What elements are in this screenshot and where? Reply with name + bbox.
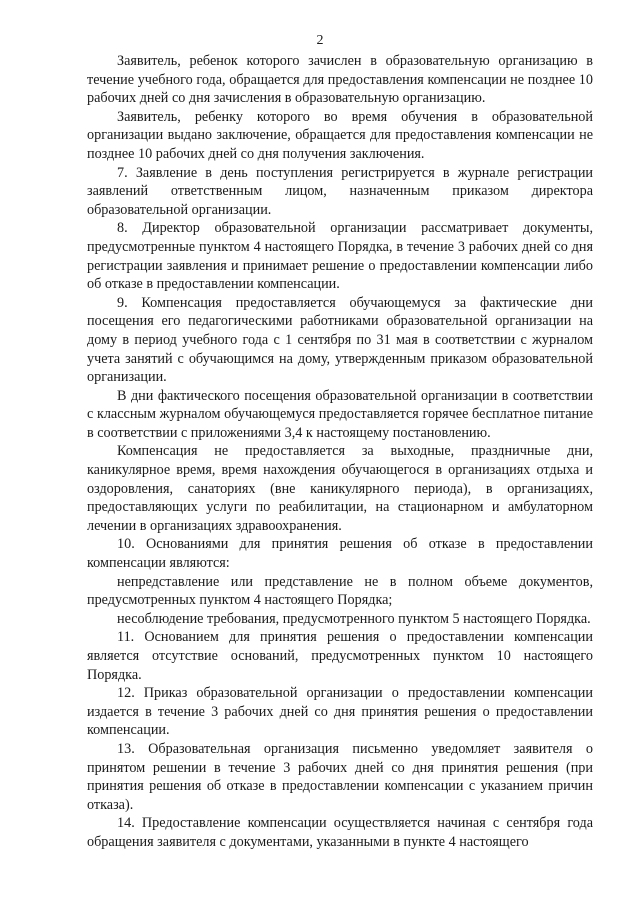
paragraph: 14. Предоставление компенсации осуществляется начиная с сентября года обращения заявителя с документами, указанными в пункте 4 настоящего xyxy=(87,815,593,850)
document-body xyxy=(87,52,593,852)
paragraph: 7. Заявление в день поступления регистрируется в журнале регистрации заявлений ответственным лицом, назначенным приказом директора образовательной организации. xyxy=(87,164,593,218)
paragraph: 8. Директор образовательной организации рассматривает документы, предусмотренные пунктом 4 настоящего Порядка, в течение 3 рабочих дней со дня регистрации заявления и принимает решение о предоставлении компенсации либо об отказе в предоставлении компенсации. xyxy=(87,220,593,293)
paragraph: 13. Образовательная организация письменно уведомляет заявителя о принятом решении в течение 3 рабочих дней со дня принятия решения (при принятия решения об отказе в предоставлении компенсации с указанием причин отказа). xyxy=(87,740,593,813)
paragraph: несоблюдение требования, предусмотренного пунктом 5 настоящего Порядка. xyxy=(117,610,591,627)
paragraph: 12. Приказ образовательной организации о предоставлении компенсации издается в течение 3 рабочих дней со дня принятия решения о предоставлении компенсации. xyxy=(87,685,593,739)
paragraph: 9. Компенсация предоставляется обучающемуся за фактические дни посещения его педагогическими работниками образовательной организации на дому в период учебного года с 1 сентября по 31 мая в соответствии с журналом учета занятий с обучающимся на дому, утвержденным приказом образовательной организации. xyxy=(87,294,593,386)
paragraph: Компенсация не предоставляется за выходные, праздничные дни, каникулярное время, время нахождения обучающегося в организациях отдыха и оздоровления, санаториях (вне каникулярного периода), в организациях, предоставляющих услуги по реабилитации, на стационарном и амбулаторном лечении в организациях здравоохранения. xyxy=(87,443,593,534)
paragraph: Заявитель, ребенку которого во время обучения в образовательной организации выдано заключение, обращается для предоставления компенсации не позднее 10 рабочих дней со дня получения заключения. xyxy=(87,108,593,162)
paragraph: непредставление или представление не в полном объеме документов, предусмотренных пунктом 4 настоящего Порядка; xyxy=(87,573,593,609)
paragraph: 11. Основанием для принятия решения о предоставлении компенсации является отсутствие оснований, предусмотренных пунктом 10 настоящего Порядка. xyxy=(87,629,593,683)
paragraph: В дни фактического посещения образовательной организации в соответствии с классным журналом обучающемуся предоставляется горячее бесплатное питание в соответствии с приложениями 3,4 к настоящему постановлению. xyxy=(87,387,593,441)
paragraph: Заявитель, ребенок которого зачислен в образовательную организацию в течение учебного года, обращается для предоставления компенсации не позднее 10 рабочих дней со дня зачисления в образовательную организацию. xyxy=(87,53,593,107)
page-number: 2 xyxy=(316,33,324,48)
paragraph: 10. Основаниями для принятия решения об отказе в предоставлении компенсации являются: xyxy=(87,536,593,572)
